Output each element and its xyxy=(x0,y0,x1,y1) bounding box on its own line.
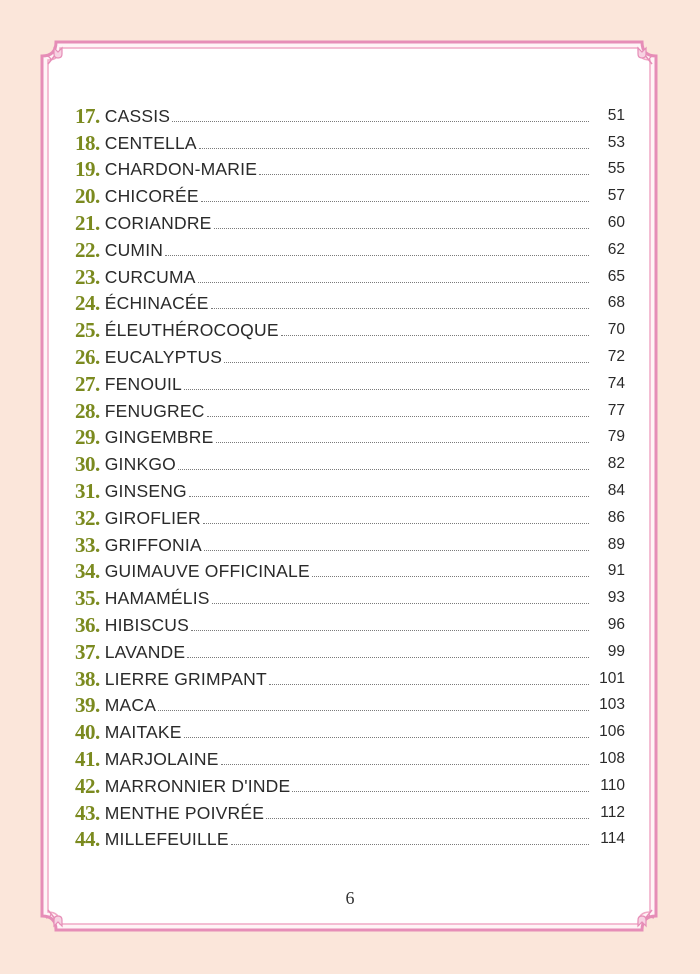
toc-entry xyxy=(75,638,625,665)
dot-leader xyxy=(214,227,589,229)
toc-entry xyxy=(75,718,625,745)
entry-page-number: 70 xyxy=(607,321,625,339)
entry-page-number: 68 xyxy=(607,294,625,312)
toc-entry xyxy=(75,290,625,317)
entry-title: GIROFLIER xyxy=(104,507,201,528)
dot-leader xyxy=(221,763,589,765)
entry-number: 24. xyxy=(75,291,100,316)
toc-entry xyxy=(75,263,625,290)
entry-number: 19. xyxy=(75,157,100,182)
entry-page-number: 114 xyxy=(600,830,625,848)
dot-leader xyxy=(203,522,589,524)
entry-number: 40. xyxy=(75,720,100,745)
toc-entry xyxy=(75,236,625,263)
entry-number: 33. xyxy=(75,532,100,557)
entry-number: 27. xyxy=(75,371,100,396)
entry-page-number: 93 xyxy=(607,589,625,607)
entry-page-number: 84 xyxy=(607,481,625,499)
entry-number: 30. xyxy=(75,452,100,477)
toc-entry xyxy=(75,316,625,343)
dot-leader xyxy=(199,147,589,149)
entry-number: 26. xyxy=(75,344,100,369)
entry-number: 39. xyxy=(75,693,100,718)
entry-title: FENOUIL xyxy=(104,373,182,394)
entry-title: GINGEMBRE xyxy=(104,427,214,448)
entry-page-number: 86 xyxy=(607,508,625,526)
dot-leader xyxy=(178,468,589,470)
entry-number: 32. xyxy=(75,505,100,530)
entry-number: 17. xyxy=(75,103,100,128)
entry-title: LAVANDE xyxy=(104,641,186,662)
toc-entry xyxy=(75,611,625,638)
tulip-icon xyxy=(632,42,660,70)
entry-title: MAITAKE xyxy=(104,722,182,743)
entry-title: MILLEFEUILLE xyxy=(104,829,229,850)
entry-page-number: 53 xyxy=(607,133,625,151)
entry-title: HAMAMÉLIS xyxy=(104,588,210,609)
entry-title: FENUGREC xyxy=(104,400,205,421)
dot-leader xyxy=(198,281,589,283)
entry-page-number: 106 xyxy=(599,723,625,741)
entry-number: 43. xyxy=(75,800,100,825)
toc-entry xyxy=(75,209,625,236)
entry-page-number: 82 xyxy=(607,455,625,473)
toc-entry xyxy=(75,343,625,370)
toc-entry xyxy=(75,450,625,477)
dot-leader xyxy=(191,629,589,631)
entry-number: 35. xyxy=(75,586,100,611)
entry-page-number: 60 xyxy=(607,213,625,231)
dot-leader xyxy=(207,415,589,417)
page-number: 6 xyxy=(345,888,355,908)
entry-number: 36. xyxy=(75,612,100,637)
entry-title: GUIMAUVE OFFICINALE xyxy=(104,561,310,582)
entry-number: 34. xyxy=(75,559,100,584)
entry-page-number: 110 xyxy=(600,776,625,794)
entry-title: ÉLEUTHÉROCOQUE xyxy=(104,320,279,341)
entry-title: MARRONNIER D'INDE xyxy=(104,775,291,796)
entry-title: CENTELLA xyxy=(104,132,197,153)
toc-entry xyxy=(75,531,625,558)
entry-title: GINSENG xyxy=(104,480,187,501)
dot-leader xyxy=(312,575,589,577)
dot-leader xyxy=(259,173,589,175)
entry-number: 44. xyxy=(75,827,100,852)
entry-page-number: 99 xyxy=(607,642,625,660)
dot-leader xyxy=(184,388,589,390)
toc-entry xyxy=(75,745,625,772)
dot-leader xyxy=(189,495,589,497)
entry-number: 29. xyxy=(75,425,100,450)
dot-leader xyxy=(216,441,589,443)
dot-leader xyxy=(158,709,589,711)
entry-number: 37. xyxy=(75,639,100,664)
entry-title: EUCALYPTUS xyxy=(104,346,223,367)
entry-title: GRIFFONIA xyxy=(104,534,202,555)
entry-number: 41. xyxy=(75,746,100,771)
dot-leader xyxy=(187,656,589,658)
entry-page-number: 51 xyxy=(607,106,625,124)
entry-title: GINKGO xyxy=(104,454,176,475)
entry-page-number: 57 xyxy=(607,187,625,205)
entry-title: HIBISCUS xyxy=(104,614,190,635)
entry-title: CUMIN xyxy=(104,239,164,260)
dot-leader xyxy=(212,602,589,604)
toc-entry xyxy=(75,826,625,853)
entry-page-number: 108 xyxy=(599,749,625,767)
toc-entry xyxy=(75,102,625,129)
toc-entry xyxy=(75,397,625,424)
toc-entry xyxy=(75,558,625,585)
entry-title: MENTHE POIVRÉE xyxy=(104,802,265,823)
entry-number: 21. xyxy=(75,210,100,235)
toc-entry xyxy=(75,584,625,611)
entry-page-number: 74 xyxy=(607,374,625,392)
dot-leader xyxy=(292,790,589,792)
entry-title: CASSIS xyxy=(104,105,171,126)
toc-entry xyxy=(75,129,625,156)
entry-page-number: 62 xyxy=(607,240,625,258)
entry-page-number: 89 xyxy=(607,535,625,553)
entry-title: CHICORÉE xyxy=(104,186,199,207)
entry-title: CHARDON-MARIE xyxy=(104,159,258,180)
toc-entry xyxy=(75,156,625,183)
dot-leader xyxy=(165,254,589,256)
dot-leader xyxy=(266,817,589,819)
entry-title: MACA xyxy=(104,695,157,716)
dot-leader xyxy=(204,549,589,551)
entry-page-number: 96 xyxy=(607,615,625,633)
entry-page-number: 101 xyxy=(599,669,625,687)
entry-title: CURCUMA xyxy=(104,266,196,287)
entry-title: ÉCHINACÉE xyxy=(104,293,209,314)
entry-page-number: 77 xyxy=(607,401,625,419)
toc-entry xyxy=(75,504,625,531)
toc-entry xyxy=(75,182,625,209)
dot-leader xyxy=(281,334,589,336)
entry-page-number: 55 xyxy=(607,160,625,178)
entry-number: 18. xyxy=(75,130,100,155)
entry-number: 22. xyxy=(75,237,100,262)
dot-leader xyxy=(269,683,589,685)
entry-number: 31. xyxy=(75,478,100,503)
entry-number: 25. xyxy=(75,318,100,343)
entry-title: CORIANDRE xyxy=(104,212,212,233)
dot-leader xyxy=(231,843,589,845)
entry-number: 20. xyxy=(75,184,100,209)
dot-leader xyxy=(224,361,589,363)
toc-entry xyxy=(75,370,625,397)
toc-entry xyxy=(75,665,625,692)
dot-leader xyxy=(172,120,589,122)
tulip-icon xyxy=(40,42,68,70)
entry-page-number: 103 xyxy=(599,696,625,714)
entry-title: MARJOLAINE xyxy=(104,748,219,769)
entry-page-number: 112 xyxy=(600,803,625,821)
entry-page-number: 65 xyxy=(607,267,625,285)
entry-page-number: 79 xyxy=(607,428,625,446)
toc-entry xyxy=(75,799,625,826)
entry-number: 38. xyxy=(75,666,100,691)
entry-number: 42. xyxy=(75,773,100,798)
toc-entry xyxy=(75,477,625,504)
dot-leader xyxy=(211,307,589,309)
entry-page-number: 91 xyxy=(607,562,625,580)
toc-entry xyxy=(75,772,625,799)
toc-entry xyxy=(75,692,625,719)
dot-leader xyxy=(184,736,589,738)
toc-entry xyxy=(75,424,625,451)
entry-page-number: 72 xyxy=(607,347,625,365)
entry-number: 28. xyxy=(75,398,100,423)
entry-number: 23. xyxy=(75,264,100,289)
entry-title: LIERRE GRIMPANT xyxy=(104,668,267,689)
dot-leader xyxy=(201,200,589,202)
table-of-contents xyxy=(75,102,625,852)
